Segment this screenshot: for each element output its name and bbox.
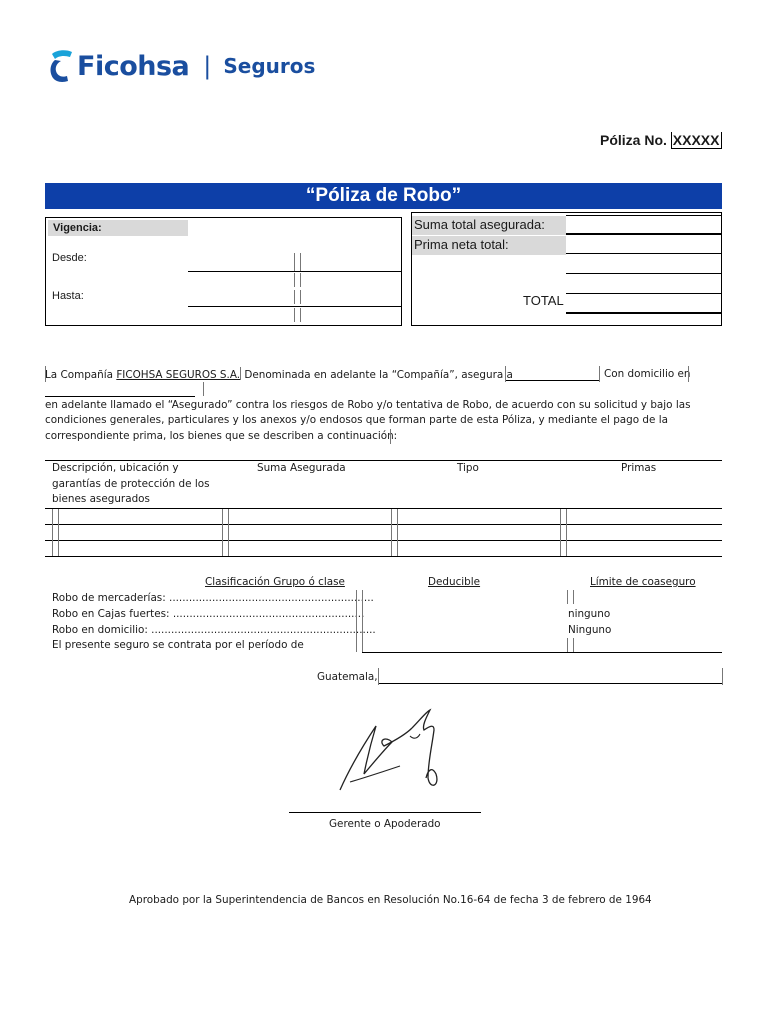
row-cajas-fuertes: Robo en Cajas fuertes: ..........................................................	[52, 608, 365, 620]
coaseguro-tick	[567, 590, 568, 604]
coaseguro-tick	[567, 638, 568, 652]
hasta-tick	[294, 308, 295, 322]
document-title: “Póliza de Robo”	[45, 183, 722, 209]
row-periodo: El presente seguro se contrata por el período de	[52, 639, 304, 651]
table-row-line	[45, 524, 722, 525]
hasta-label: Hasta:	[52, 290, 84, 302]
domicilio-label: Con domicilio en	[604, 368, 691, 380]
signature-line	[289, 812, 481, 813]
hasta-tick	[300, 308, 301, 322]
field-tick	[599, 366, 600, 382]
intro-line-3: en adelante llamado el “Asegurado” contra los riesgos de Robo y/o tentativa de Robo, de acuerdo con su solicitud y bajo las	[45, 399, 691, 411]
hasta-tick	[294, 290, 295, 304]
vigencia-heading: Vigencia:	[48, 220, 188, 236]
handwritten-signature	[330, 706, 460, 798]
field-tick	[45, 366, 46, 382]
periodo-underline	[362, 652, 722, 653]
domicilio-underline	[45, 396, 195, 397]
table-row-line	[45, 508, 722, 509]
col-descripcion-3: bienes asegurados	[52, 493, 150, 505]
field-tick	[722, 668, 723, 685]
desde-tick	[294, 273, 295, 287]
logo-brand-text: Ficohsa	[77, 50, 190, 82]
ficohsa-logo-mark-icon	[46, 48, 74, 84]
table-row-line	[45, 540, 722, 541]
table-col-tick	[391, 509, 392, 556]
col-coaseguro: Límite de coaseguro	[590, 576, 696, 588]
table-col-tick	[52, 509, 53, 556]
desde-tick	[300, 273, 301, 287]
intro-text: La Compañía	[45, 369, 117, 381]
poliza-label: Póliza No.	[600, 132, 667, 148]
table-col-tick	[222, 509, 223, 556]
table-col-tick	[560, 509, 561, 556]
field-tick	[203, 382, 204, 396]
col-descripcion-2: garantías de protección de los	[52, 478, 210, 490]
coaseguro-tick	[573, 638, 574, 652]
date-underline	[379, 683, 722, 684]
row-domicilio: Robo en domicilio: ....................................................................	[52, 624, 376, 636]
suma-total-line	[566, 233, 721, 235]
desde-underline	[188, 271, 401, 272]
intro-line-5: correspondiente prima, los bienes que se describen a continuación:	[45, 430, 398, 442]
asegurado-underline	[506, 380, 599, 381]
intro-line-1	[45, 367, 513, 384]
footer-approval: Aprobado por la Superintendencia de Bancos en Resolución No.16-64 de fecha 3 de febrero de 1964	[129, 894, 652, 906]
logo-sub-text: Seguros	[223, 54, 316, 78]
intro-text: Denominada en adelante la “Compañía”, asegura a	[241, 369, 513, 381]
deducible-tick	[356, 590, 357, 652]
sum-line	[566, 273, 721, 274]
prima-neta-label: Prima neta total:	[414, 237, 509, 252]
coaseguro-tick	[573, 590, 574, 604]
field-tick	[390, 429, 391, 444]
poliza-number-row	[600, 132, 722, 148]
hasta-tick	[300, 290, 301, 304]
table-col-tick	[228, 509, 229, 556]
logo-separator: |	[203, 52, 212, 80]
table-row-line	[45, 556, 722, 557]
total-line	[566, 312, 721, 314]
sum-line	[566, 293, 721, 294]
prima-neta-line	[566, 253, 721, 254]
table-col-tick	[397, 509, 398, 556]
coaseguro-domicilio: Ninguno	[568, 624, 612, 636]
sum-line	[566, 215, 721, 216]
intro-line-4: condiciones generales, particulares y los anexos y/o endosos que forman parte de esta Póliza, y mediante el pago de la	[45, 414, 668, 426]
field-tick	[688, 366, 689, 382]
col-deducible: Deducible	[428, 576, 481, 588]
total-label: TOTAL	[523, 293, 564, 308]
company-name: FICOHSA SEGUROS S.A.	[116, 369, 241, 381]
ficohsa-logo	[46, 44, 315, 88]
poliza-number: XXXXX	[672, 132, 720, 148]
col-suma-asegurada: Suma Asegurada	[257, 462, 346, 474]
coaseguro-cajas: ninguno	[568, 608, 611, 620]
col-primas: Primas	[621, 462, 657, 474]
col-clasificacion: Clasificación Grupo ó clase	[205, 576, 345, 588]
suma-total-label: Suma total asegurada:	[414, 217, 545, 232]
desde-tick	[294, 253, 295, 271]
deducible-tick	[362, 590, 363, 652]
desde-tick	[300, 253, 301, 271]
table-col-tick	[566, 509, 567, 556]
signature-title: Gerente o Apoderado	[329, 818, 441, 830]
desde-label: Desde:	[52, 252, 87, 264]
col-descripcion-1: Descripción, ubicación y	[52, 462, 179, 474]
col-tipo: Tipo	[457, 462, 479, 474]
hasta-underline	[188, 306, 401, 307]
table-col-tick	[58, 509, 59, 556]
place-label: Guatemala,	[317, 671, 378, 683]
row-mercaderias: Robo de mercaderías: ..............................................................	[52, 592, 374, 604]
